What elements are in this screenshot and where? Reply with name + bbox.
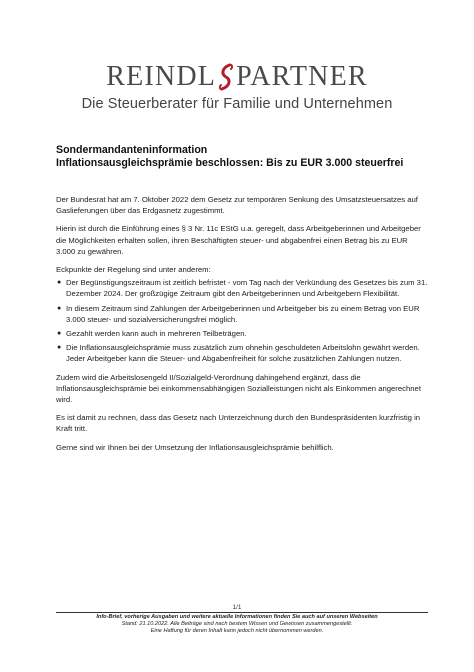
logo-tagline: Die Steuerberater für Familie und Unternehmen xyxy=(81,96,393,112)
bullet-icon: ● xyxy=(57,330,62,338)
document-body xyxy=(56,194,428,460)
footer xyxy=(40,614,434,635)
heading-line-1: Sondermandanteninformation xyxy=(56,144,208,156)
logo-ribbon-icon xyxy=(217,60,235,94)
list-item-text: Gezahlt werden kann auch in mehreren Teilbeträgen. xyxy=(66,329,247,339)
company-logo xyxy=(0,60,474,112)
footer-line-3: Eine Haftung für deren Inhalt kann jedoch nicht übernommen werden. xyxy=(150,627,324,634)
bullet-icon: ● xyxy=(57,279,62,287)
footer-line-2: Stand: 21.10.2022. Alle Beiträge sind nach bestem Wissen und Gewissen zusammengestellt. xyxy=(121,620,353,627)
paragraph-2: Hierin ist durch die Einführung eines § 3 Nr. 11c EStG u.a. geregelt, dass Arbeitgeberinnen und Arbeitgeber die Möglichkeiten erhalten sollen, ihren Beschäftigten steuer- und abgabenfrei einen Betrag bis zu EUR 3.000 zu gewähren. xyxy=(56,224,421,256)
list-item-text: Der Begünstigungszeitraum ist zeitlich befristet - vom Tag nach der Verkündung des Gesetzes bis zum 31. Dezember 2024. Der großzügige Zeitraum gibt den Arbeitgeberinnen und Arbeitgebern Flexibilität. xyxy=(66,278,428,299)
document-heading xyxy=(56,144,426,169)
list-item-text: In diesem Zeitraum sind Zahlungen der Arbeitgeberinnen und Arbeitgeber bis zu einem Betrag von EUR 3.000 steuer- und sozialversicherungsfrei möglich. xyxy=(66,303,420,324)
list-item xyxy=(56,303,428,325)
logo-left-word: REINDL xyxy=(106,61,217,92)
list-item xyxy=(56,342,428,364)
paragraph-1: Der Bundesrat hat am 7. Oktober 2022 dem Gesetz zur temporären Senkung des Umsatzsteuersatzes auf Gaslieferungen über das Erdgasnetz zugestimmt. xyxy=(56,195,418,216)
footer-divider xyxy=(56,612,428,613)
paragraph-4: Es ist damit zu rechnen, dass das Gesetz nach Unterzeichnung durch den Bundespräsidenten kurzfristig in Kraft tritt. xyxy=(56,413,421,434)
logo-right-word: PARTNER xyxy=(236,61,368,92)
bullet-icon: ● xyxy=(57,344,62,352)
list-item xyxy=(56,328,428,339)
logo-wordmark xyxy=(0,60,474,94)
page-number: 1/1 xyxy=(232,604,242,611)
key-points-list xyxy=(56,277,428,364)
bullet-icon: ● xyxy=(57,304,62,312)
list-item-text: Die Inflationsausgleichsprämie muss zusätzlich zum ohnehin geschuldeten Arbeitslohn gewährt werden. Jeder Arbeitgeber kann die Steuer- und Abgabenfreiheit für solche zusätzlichen Zahlungen nutzen. xyxy=(66,343,420,364)
list-item xyxy=(56,277,428,299)
list-intro: Eckpunkte der Regelung sind unter anderem: xyxy=(56,265,211,275)
heading-line-2: Inflationsausgleichsprämie beschlossen: Bis zu EUR 3.000 steuerfrei xyxy=(56,156,404,169)
paragraph-5: Gerne sind wir Ihnen bei der Umsetzung der Inflationsausgleichsprämie behilflich. xyxy=(56,442,334,452)
footer-line-1: Info-Brief, vorherige Ausgaben und weitere aktuelle Informationen finden Sie auch auf unseren Webseiten xyxy=(96,614,378,620)
paragraph-3: Zudem wird die Arbeitslosengeld II/Sozialgeld-Verordnung dahingehend ergänzt, dass die Inflationsausgleichsprämie bei einkommensabhängigen Sozialleistungen nicht als Einkommen angerechnet wird. xyxy=(56,372,421,405)
